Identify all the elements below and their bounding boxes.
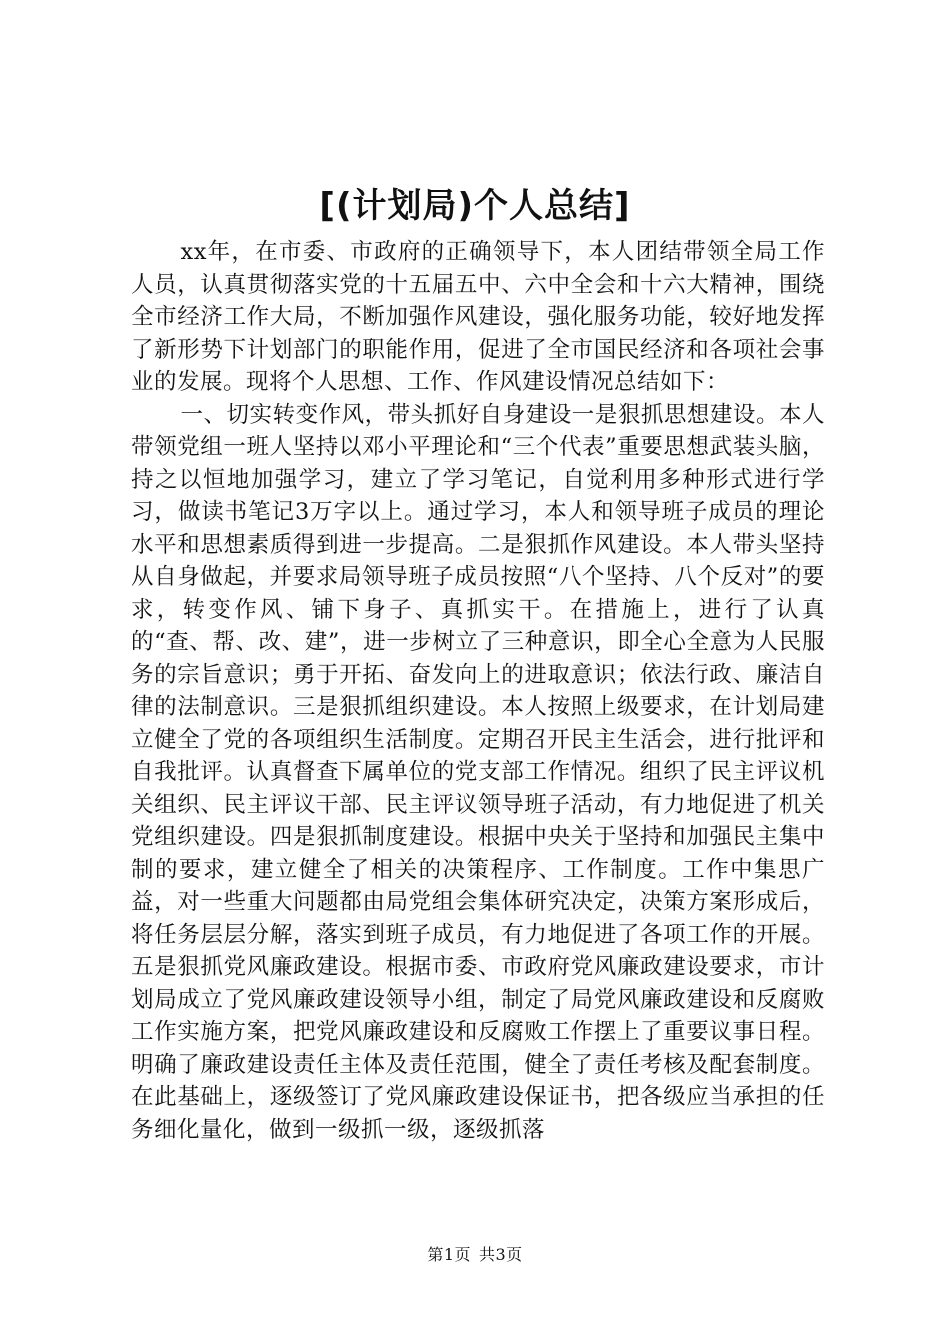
page-number: 第1页 [427, 1245, 471, 1264]
paragraph-intro: xx年，在市委、市政府的正确领导下，本人团结带领全局工作人员，认真贯彻落实党的十五届五中、六中全会和十六大精神，围绕全市经济工作大局，不断加强作风建设，强化服务功能，较好地发挥了新形势下计划部门的职能作用，促进了全市国民经济和各项社会事业的发展。现将个人思想、工作、作风建设情况总结如下： [131, 239, 825, 395]
page-footer [0, 1244, 950, 1266]
paragraph-section-one: 一、切实转变作风，带头抓好自身建设一是狠抓思想建设。本人带领党组一班人坚持以邓小平理论和“三个代表”重要思想武装头脑，持之以恒地加强学习，建立了学习笔记，自觉利用多种形式进行学习，做读书笔记3万字以上。通过学习，本人和领导班子成员的理论水平和思想素质得到进一步提高。二是狠抓作风建设。本人带头坚持从自身做起，并要求局领导班子成员按照“八个坚持、八个反对”的要求，转变作风、铺下身子、真抓实干。在措施上，进行了认真的“查、帮、改、建”，进一步树立了三种意识，即全心全意为人民服务的宗旨意识；勇于开拓、奋发向上的进取意识；依法行政、廉洁自律的法制意识。三是狠抓组织建设。本人按照上级要求，在计划局建立健全了党的各项组织生活制度。定期召开民主生活会，进行批评和自我批评。认真督查下属单位的党支部工作情况。组织了民主评议机关组织、民主评议干部、民主评议领导班子活动，有力地促进了机关党组织建设。四是狠抓制度建设。根据中央关于坚持和加强民主集中制的要求，建立健全了相关的决策程序、工作制度。工作中集思广益，对一些重大问题都由局党组会集体研究决定，决策方案形成后，将任务层层分解，落实到班子成员，有力地促进了各项工作的开展。五是狠抓党风廉政建设。根据市委、市政府党风廉政建设要求，市计划局成立了党风廉政建设领导小组，制定了局党风廉政建设和反腐败工作实施方案，把党风廉政建设和反腐败工作摆上了重要议事日程。明确了廉政建设责任主体及责任范围，健全了责任考核及配套制度。在此基础上，逐级签订了党风廉政建设保证书，把各级应当承担的任务细化量化，做到一级抓一级，逐级抓落 [131, 401, 825, 1143]
document-body [131, 236, 825, 1146]
document-title: [(计划局)个人总结] [319, 186, 631, 226]
page-total: 共3页 [479, 1245, 523, 1264]
